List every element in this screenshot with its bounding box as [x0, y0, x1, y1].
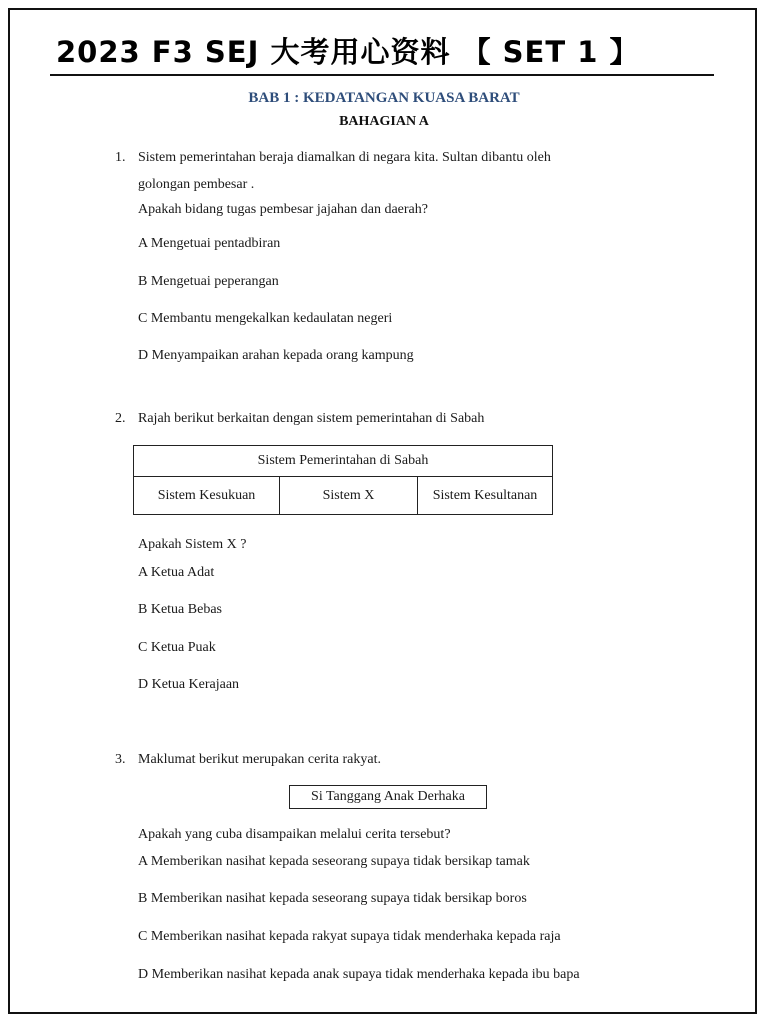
question-1-option-b: B Mengetuai peperangan: [138, 274, 279, 289]
question-3-option-b: B Memberikan nasihat kepada seseorang supaya tidak bersikap boros: [138, 891, 527, 906]
question-2-option-c: C Ketua Puak: [138, 640, 216, 655]
header-title: 2023 F3 SEJ 大考用心资料 【 SET 1 】: [56, 35, 640, 69]
question-2-stem-line: Rajah berikut berkaitan dengan sistem pemerintahan di Sabah: [138, 411, 485, 426]
question-1-option-a: A Mengetuai pentadbiran: [138, 236, 281, 251]
question-2-number: 2.: [115, 411, 126, 426]
folk-tale-box: Si Tanggang Anak Derhaka: [289, 785, 487, 809]
question-1-stem-line: Apakah bidang tugas pembesar jajahan dan daerah?: [138, 202, 428, 217]
question-3-stem-line: Maklumat berikut merupakan cerita rakyat.: [138, 752, 381, 767]
question-2-option-d: D Ketua Kerajaan: [138, 677, 240, 692]
question-2-option-a: A Ketua Adat: [138, 565, 215, 580]
government-system-table: [133, 445, 553, 515]
question-2-option-b: B Ketua Bebas: [138, 602, 222, 617]
question-1-number: 1.: [115, 150, 126, 165]
question-3-option-d: D Memberikan nasihat kepada anak supaya tidak menderhaka kepada ibu bapa: [138, 967, 580, 982]
table-cell: Sistem Kesultanan: [418, 477, 553, 515]
section-title: BAHAGIAN A: [339, 114, 429, 129]
question-1-option-c: C Membantu mengekalkan kedaulatan negeri: [138, 311, 393, 326]
question-1-option-d: D Menyampaikan arahan kepada orang kampung: [138, 348, 414, 363]
table-cell: Sistem X: [280, 477, 418, 515]
question-3-option-c: C Memberikan nasihat kepada rakyat supaya tidak menderhaka kepada raja: [138, 929, 561, 944]
question-3-option-a: A Memberikan nasihat kepada seseorang supaya tidak bersikap tamak: [138, 854, 530, 869]
question-3-prompt: Apakah yang cuba disampaikan melalui cerita tersebut?: [138, 827, 451, 842]
table-cell: Sistem Kesukuan: [134, 477, 280, 515]
chapter-title: BAB 1 : KEDATANGAN KUASA BARAT: [248, 90, 520, 106]
question-1-stem-line: golongan pembesar .: [138, 177, 255, 192]
question-3-number: 3.: [115, 752, 126, 767]
question-1-stem-line: Sistem pemerintahan beraja diamalkan di negara kita. Sultan dibantu oleh: [138, 150, 551, 165]
page-header: [50, 30, 714, 76]
question-2-prompt: Apakah Sistem X ?: [138, 537, 247, 552]
table-header: Sistem Pemerintahan di Sabah: [134, 446, 553, 477]
